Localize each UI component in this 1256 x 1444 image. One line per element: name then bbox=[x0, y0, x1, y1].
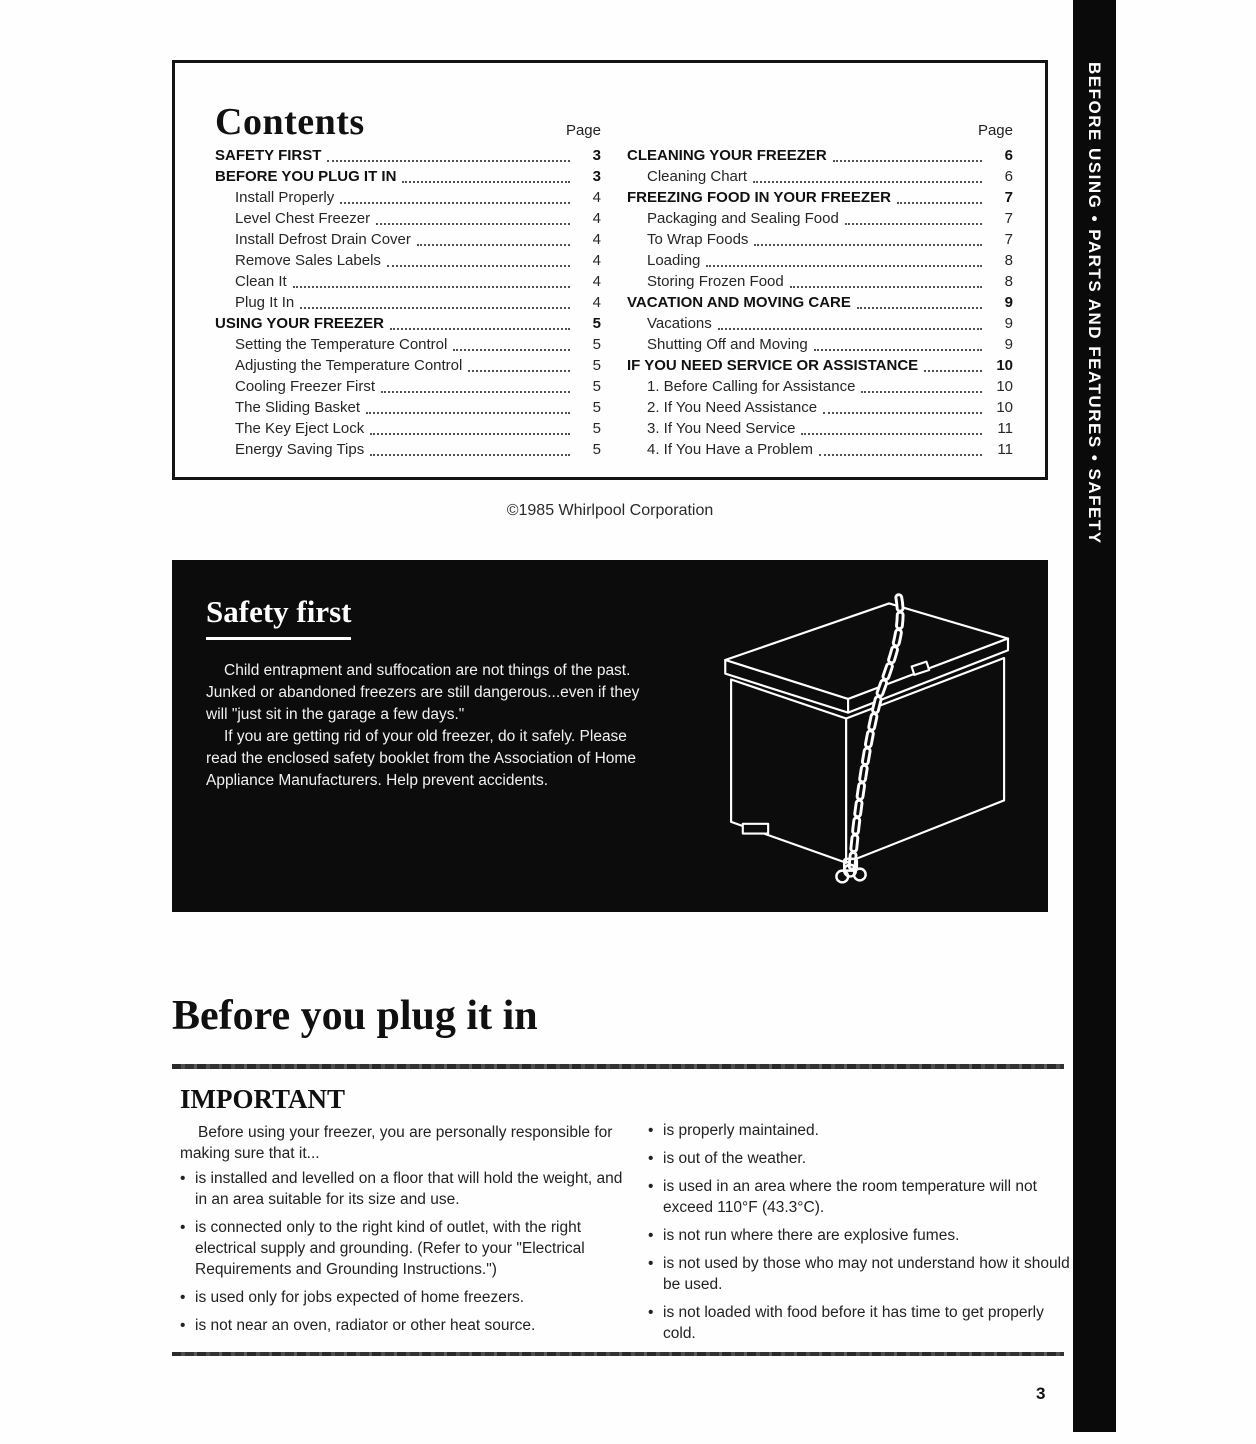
toc-entry-page: 10 bbox=[996, 357, 1013, 374]
toc-entry bbox=[215, 229, 601, 250]
toc-entry-label: CLEANING YOUR FREEZER bbox=[627, 147, 827, 164]
toc-entry-label: USING YOUR FREEZER bbox=[215, 315, 384, 332]
toc-dot-leader bbox=[370, 418, 570, 435]
toc-dot-leader bbox=[387, 250, 570, 267]
toc-dot-leader bbox=[861, 376, 982, 393]
toc-entry-label: Shutting Off and Moving bbox=[647, 336, 808, 353]
toc-entry-page: 5 bbox=[592, 441, 601, 458]
important-bullets-left bbox=[180, 1168, 628, 1343]
toc-dot-leader bbox=[402, 166, 570, 183]
bullet-item: • is not loaded with food before it has time to get properly cold. bbox=[648, 1302, 1072, 1344]
toc-grid bbox=[215, 85, 1013, 460]
toc-entry-label: IF YOU NEED SERVICE OR ASSISTANCE bbox=[627, 357, 919, 374]
toc-entry-page: 10 bbox=[996, 399, 1013, 416]
toc-entry bbox=[627, 250, 1013, 271]
toc-right-column bbox=[627, 85, 1013, 460]
section-divider-top bbox=[172, 1064, 1064, 1069]
toc-dot-leader bbox=[376, 208, 570, 225]
side-tab-label: BEFORE USING • PARTS AND FEATURES • SAFETY bbox=[1085, 62, 1104, 545]
toc-entry-page: 4 bbox=[592, 294, 601, 311]
toc-entry-label: The Sliding Basket bbox=[235, 399, 361, 416]
section-divider-bottom bbox=[172, 1352, 1064, 1356]
toc-dot-leader bbox=[468, 355, 570, 372]
toc-entry-page: 5 bbox=[592, 399, 601, 416]
toc-dot-leader bbox=[801, 418, 982, 435]
toc-entry-label: BEFORE YOU PLUG IT IN bbox=[215, 168, 397, 185]
safety-paragraph: If you are getting rid of your old freezer, do it safely. Please read the enclosed safety booklet from the Association of Home Appliance Manufacturers. Help prevent accidents. bbox=[206, 728, 636, 789]
toc-entry-label: VACATION AND MOVING CARE bbox=[627, 294, 851, 311]
toc-dot-leader bbox=[366, 397, 570, 414]
toc-entry bbox=[627, 334, 1013, 355]
toc-entry-page: 4 bbox=[592, 189, 601, 206]
toc-dot-leader bbox=[754, 229, 982, 246]
bullet-item: • is not run where there are explosive fumes. bbox=[648, 1225, 1072, 1246]
bullet-item: • is not used by those who may not understand how it should be used. bbox=[648, 1253, 1072, 1295]
toc-dot-leader bbox=[823, 397, 982, 414]
bullet-item: • is properly maintained. bbox=[648, 1120, 1072, 1141]
toc-entry-label: 4. If You Have a Problem bbox=[647, 441, 813, 458]
bullet-item: • is used only for jobs expected of home freezers. bbox=[180, 1287, 628, 1308]
toc-entry bbox=[215, 418, 601, 439]
toc-dot-leader bbox=[453, 334, 570, 351]
bullet-item: • is not near an oven, radiator or other heat source. bbox=[180, 1315, 628, 1336]
toc-dot-leader bbox=[897, 187, 982, 204]
toc-entry bbox=[627, 271, 1013, 292]
toc-entry bbox=[215, 439, 601, 460]
toc-entry-page: 5 bbox=[592, 357, 601, 374]
toc-entry bbox=[627, 313, 1013, 334]
toc-entry-page: 4 bbox=[592, 252, 601, 269]
toc-entry-page: 9 bbox=[1004, 294, 1013, 311]
toc-entry bbox=[627, 397, 1013, 418]
toc-left-column bbox=[215, 85, 601, 460]
toc-dot-leader bbox=[819, 439, 982, 456]
toc-entry bbox=[215, 292, 601, 313]
section-title: Before you plug it in bbox=[172, 993, 538, 1039]
toc-entry bbox=[215, 355, 601, 376]
safety-body bbox=[206, 660, 654, 792]
toc-entry bbox=[215, 187, 601, 208]
toc-entry-page: 9 bbox=[1004, 336, 1013, 353]
toc-entry-page: 5 bbox=[592, 420, 601, 437]
bullet-item: • is installed and levelled on a floor that will hold the weight, and in an area suitable for its size and use. bbox=[180, 1168, 628, 1210]
toc-dot-leader bbox=[753, 166, 982, 183]
toc-dot-leader bbox=[857, 292, 982, 309]
toc-dot-leader bbox=[833, 145, 982, 162]
toc-entry bbox=[627, 439, 1013, 460]
toc-entry-label: Install Properly bbox=[235, 189, 335, 206]
toc-entry-page: 7 bbox=[1004, 189, 1013, 206]
toc-entry bbox=[215, 397, 601, 418]
toc-dot-leader bbox=[327, 145, 570, 162]
toc-entry bbox=[627, 376, 1013, 397]
toc-entry bbox=[215, 166, 601, 187]
toc-entry bbox=[627, 166, 1013, 187]
important-intro: Before using your freezer, you are personally responsible for making sure that it... bbox=[180, 1124, 613, 1162]
side-tab bbox=[1073, 0, 1116, 1432]
toc-entry bbox=[627, 208, 1013, 229]
toc-dot-leader bbox=[417, 229, 570, 246]
toc-entry-page: 6 bbox=[1004, 168, 1013, 185]
toc-entry-label: 3. If You Need Service bbox=[647, 420, 796, 437]
toc-right-head bbox=[627, 85, 1013, 141]
toc-entry bbox=[627, 292, 1013, 313]
toc-entry-label: Cooling Freezer First bbox=[235, 378, 376, 395]
toc-entry bbox=[627, 355, 1013, 376]
toc-entry-label: To Wrap Foods bbox=[647, 231, 749, 248]
toc-entry-label: Storing Frozen Food bbox=[647, 273, 784, 290]
contents-title: Contents bbox=[215, 101, 365, 143]
toc-entry bbox=[215, 250, 601, 271]
toc-entry-page: 7 bbox=[1004, 210, 1013, 227]
toc-entry-page: 5 bbox=[592, 378, 601, 395]
toc-entry-label: Adjusting the Temperature Control bbox=[235, 357, 463, 374]
important-bullets-right bbox=[648, 1120, 1072, 1351]
important-heading: IMPORTANT bbox=[180, 1084, 346, 1114]
toc-entry-page: 3 bbox=[592, 147, 601, 164]
toc-entry-page: 4 bbox=[592, 273, 601, 290]
toc-entry bbox=[627, 187, 1013, 208]
toc-entry-label: Energy Saving Tips bbox=[235, 441, 365, 458]
toc-dot-leader bbox=[370, 439, 570, 456]
toc-dot-leader bbox=[300, 292, 570, 309]
toc-entry-page: 8 bbox=[1004, 252, 1013, 269]
toc-left-head bbox=[215, 85, 601, 141]
toc-entry bbox=[627, 145, 1013, 166]
toc-dot-leader bbox=[924, 355, 982, 372]
bullet-item: • is out of the weather. bbox=[648, 1148, 1072, 1169]
toc-entry-page: 3 bbox=[592, 168, 601, 185]
toc-entry-label: Plug It In bbox=[235, 294, 295, 311]
toc-entry-page: 9 bbox=[1004, 315, 1013, 332]
toc-entry-label: The Key Eject Lock bbox=[235, 420, 365, 437]
toc-entry bbox=[215, 313, 601, 334]
toc-dot-leader bbox=[390, 313, 570, 330]
toc-entry bbox=[215, 208, 601, 229]
toc-entry-label: Level Chest Freezer bbox=[235, 210, 371, 227]
toc-entry bbox=[215, 271, 601, 292]
toc-dot-leader bbox=[293, 271, 570, 288]
toc-entry bbox=[627, 418, 1013, 439]
toc-entry-label: Remove Sales Labels bbox=[235, 252, 381, 269]
toc-entry-label: FREEZING FOOD IN YOUR FREEZER bbox=[627, 189, 891, 206]
toc-entry-label: Vacations bbox=[647, 315, 712, 332]
safety-paragraph: Child entrapment and suffocation are not things of the past. Junked or abandoned freezers are still dangerous...even if they will "just sit in the garage a few days." bbox=[206, 662, 640, 723]
toc-entry-page: 5 bbox=[592, 336, 601, 353]
toc-entry bbox=[627, 229, 1013, 250]
chained-freezer-illustration bbox=[684, 582, 1020, 894]
toc-dot-leader bbox=[845, 208, 982, 225]
toc-entry bbox=[215, 334, 601, 355]
toc-entry-page: 4 bbox=[592, 231, 601, 248]
toc-entry bbox=[215, 376, 601, 397]
toc-dot-leader bbox=[706, 250, 982, 267]
toc-entry-label: Packaging and Sealing Food bbox=[647, 210, 839, 227]
safety-panel bbox=[172, 560, 1048, 912]
toc-dot-leader bbox=[381, 376, 570, 393]
toc-entry-page: 10 bbox=[996, 378, 1013, 395]
toc-dot-leader bbox=[814, 334, 982, 351]
toc-entry-page: 11 bbox=[997, 420, 1013, 437]
toc-entry-label: Loading bbox=[647, 252, 701, 269]
page-column-header: Page bbox=[977, 122, 1013, 139]
toc-dot-leader bbox=[718, 313, 982, 330]
toc-entry bbox=[215, 145, 601, 166]
page-column-header: Page bbox=[565, 122, 601, 139]
toc-entry-label: SAFETY FIRST bbox=[215, 147, 322, 164]
bullet-item: • is connected only to the right kind of outlet, with the right electrical supply and grounding. (Refer to your "Electrical Requirements and Grounding Instructions.") bbox=[180, 1217, 628, 1280]
toc-entry-page: 11 bbox=[997, 441, 1013, 458]
toc-entry-label: 2. If You Need Assistance bbox=[647, 399, 818, 416]
toc-entry-label: Setting the Temperature Control bbox=[235, 336, 448, 353]
toc-dot-leader bbox=[340, 187, 570, 204]
bullet-item: • is used in an area where the room temperature will not exceed 110°F (43.3°C). bbox=[648, 1176, 1072, 1218]
copyright-line: ©1985 Whirlpool Corporation bbox=[506, 502, 714, 519]
toc-entry-page: 7 bbox=[1004, 231, 1013, 248]
toc-entry-page: 5 bbox=[592, 315, 601, 332]
page-number: 3 bbox=[1036, 1384, 1046, 1403]
toc-entry-label: Clean It bbox=[235, 273, 287, 290]
toc-entry-label: Cleaning Chart bbox=[647, 168, 748, 185]
toc-dot-leader bbox=[790, 271, 982, 288]
toc-entry-label: Install Defrost Drain Cover bbox=[235, 231, 411, 248]
contents-box bbox=[172, 60, 1048, 480]
toc-entry-page: 8 bbox=[1004, 273, 1013, 290]
toc-entry-page: 4 bbox=[592, 210, 601, 227]
toc-entry-label: 1. Before Calling for Assistance bbox=[647, 378, 856, 395]
safety-title: Safety first bbox=[206, 594, 351, 640]
toc-entry-page: 6 bbox=[1004, 147, 1013, 164]
